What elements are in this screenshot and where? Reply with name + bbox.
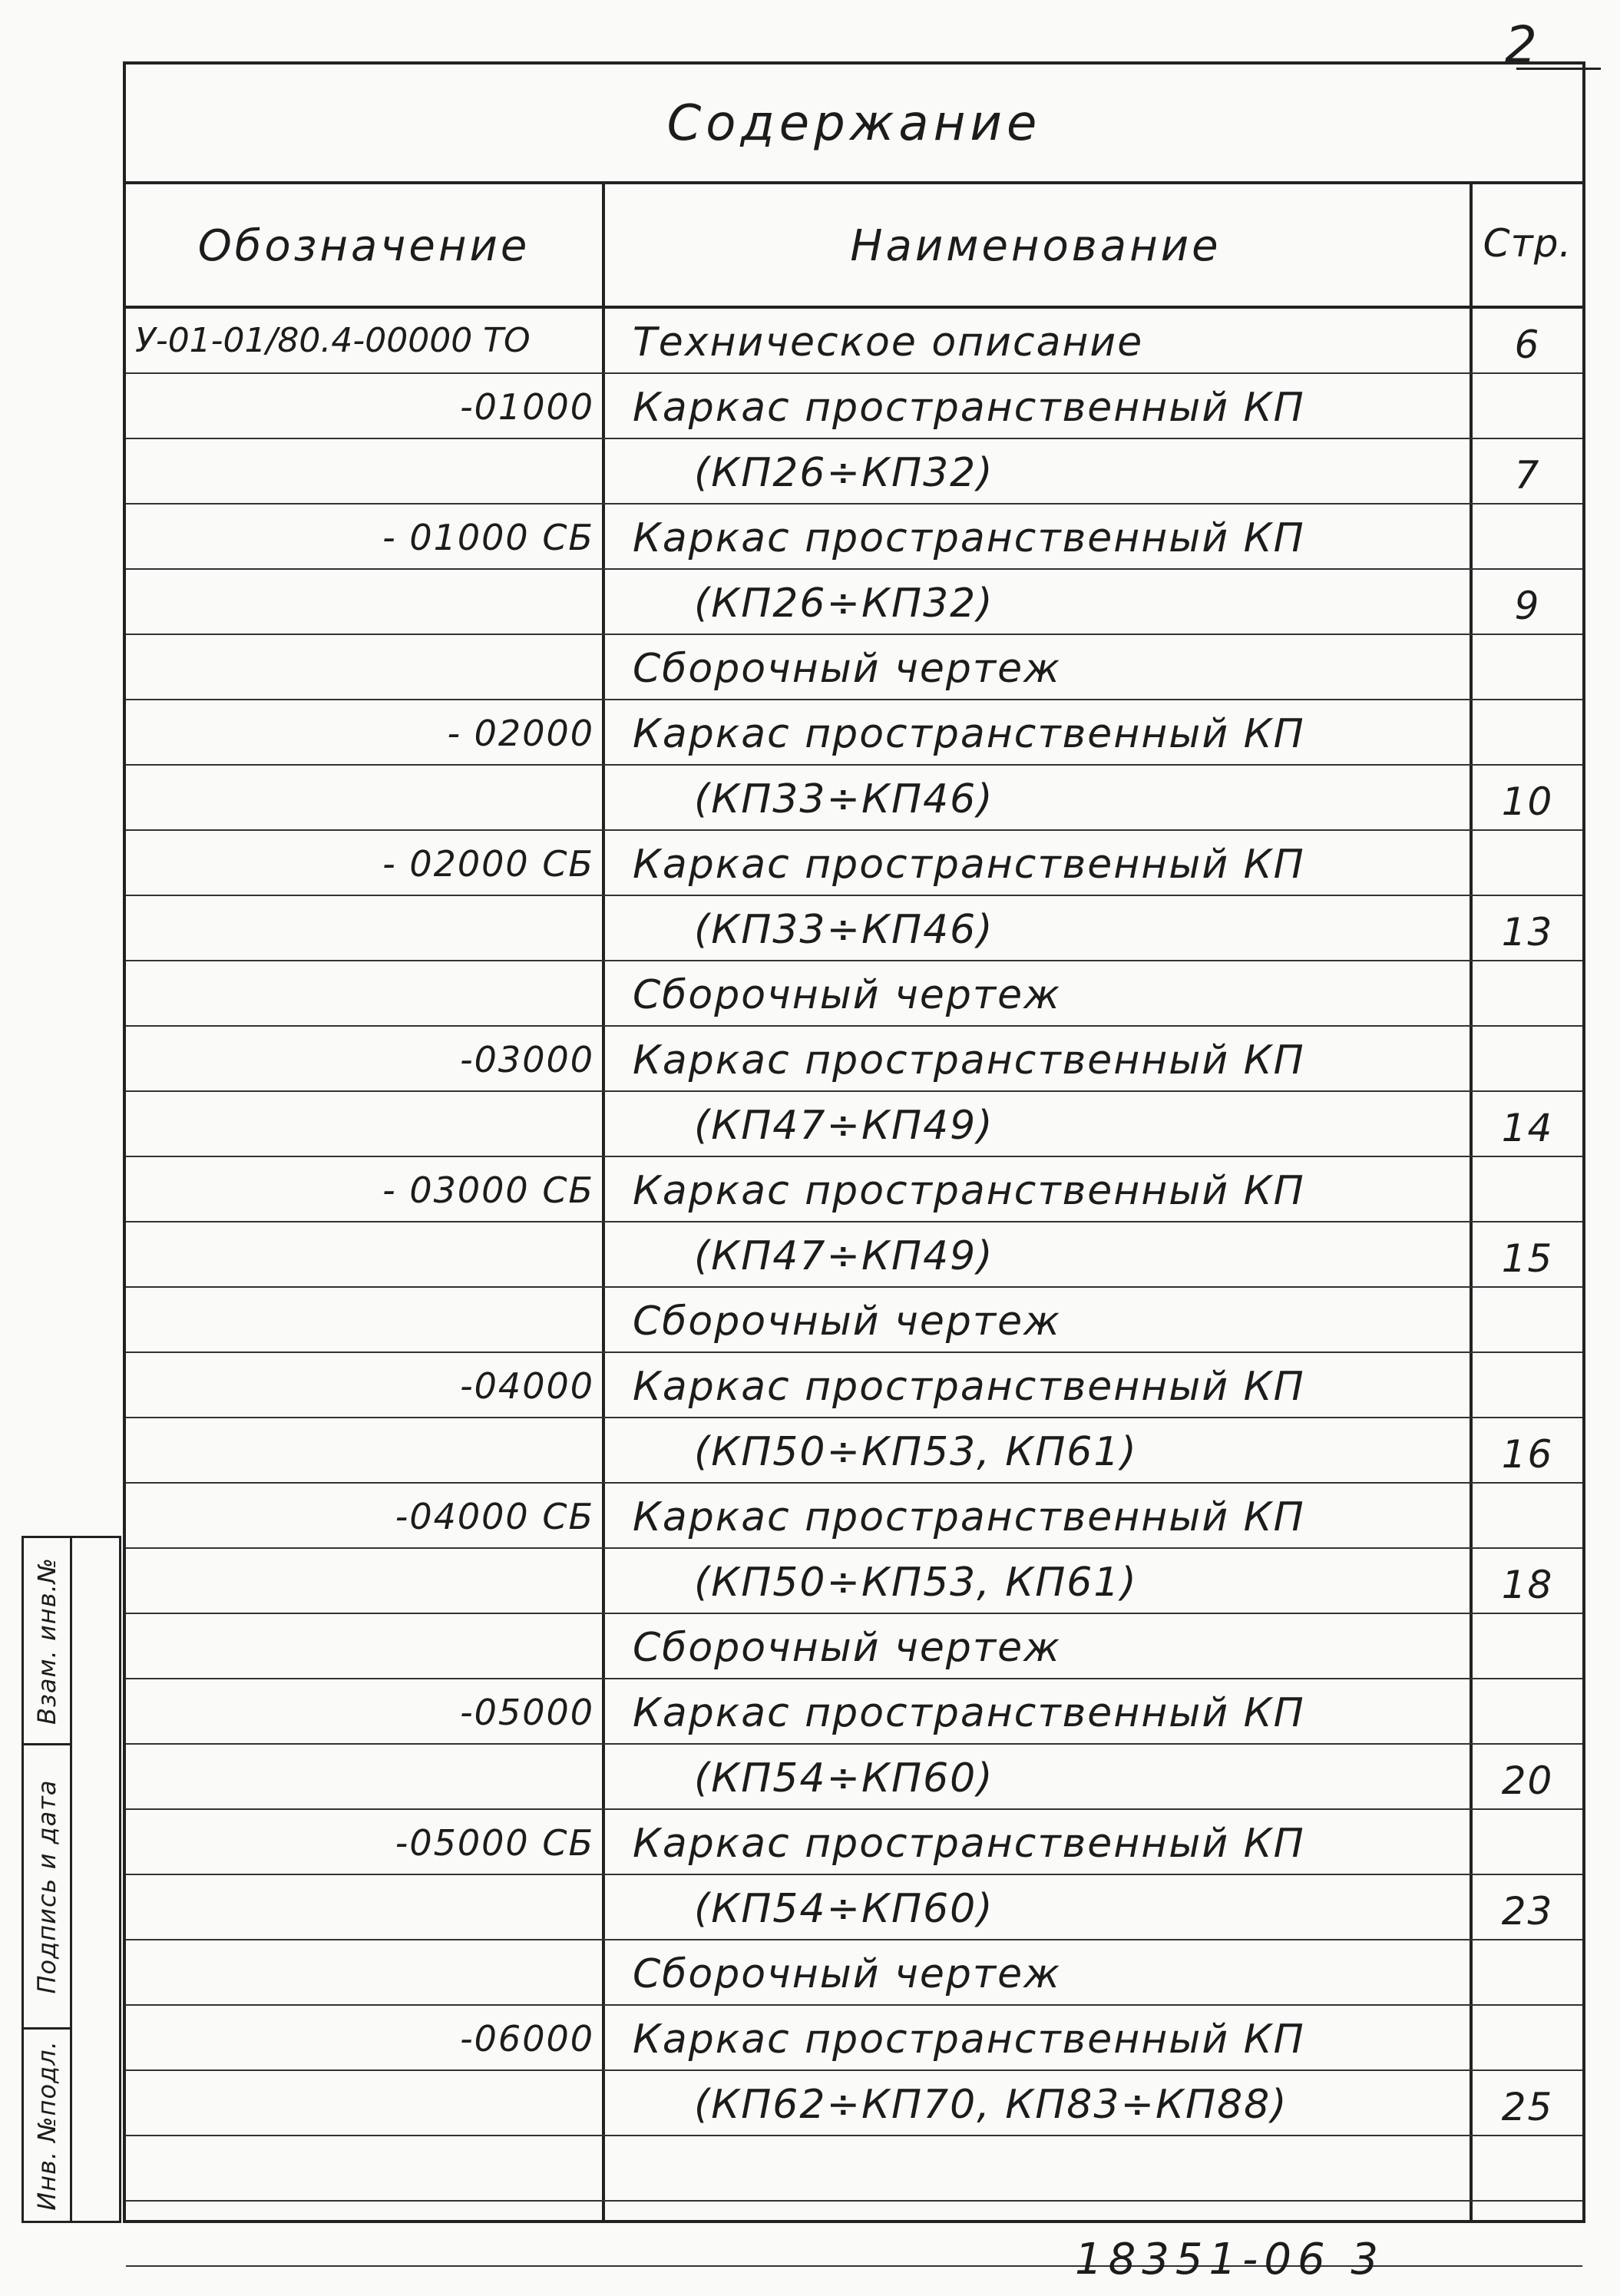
column-header-code-label: Обозначение — [197, 221, 531, 271]
column-header-name — [602, 184, 1470, 306]
row-name: (КП26÷КП32) — [694, 581, 994, 627]
row-code: -01000 — [460, 386, 594, 428]
row-code: -03000 — [460, 1039, 594, 1080]
row-name: Каркас пространственный КП — [633, 1168, 1305, 1214]
table-row — [126, 1614, 1582, 1679]
table-row — [126, 1157, 1582, 1222]
column-header-name-label: Наименование — [850, 221, 1222, 271]
row-code: - 02000 СБ — [382, 843, 594, 885]
row-name: Каркас пространственный КП — [633, 1364, 1305, 1410]
row-name: Каркас пространственный КП — [633, 711, 1305, 757]
table-row — [126, 2071, 1582, 2136]
table-row — [126, 1810, 1582, 1875]
row-code: - 01000 СБ — [382, 517, 594, 558]
row-name: Каркас пространственный КП — [633, 515, 1305, 561]
row-name: Каркас пространственный КП — [633, 1821, 1305, 1867]
row-name: (КП47÷КП49) — [694, 1103, 994, 1149]
row-name: (КП50÷КП53, КП61) — [694, 1429, 1138, 1475]
row-name: Сборочный чертеж — [633, 1299, 1061, 1345]
table-row — [126, 505, 1582, 570]
row-name: Сборочный чертеж — [633, 1625, 1061, 1671]
table-row — [126, 1027, 1582, 1092]
table-row — [126, 1288, 1582, 1353]
row-name: (КП62÷КП70, КП83÷КП88) — [694, 2082, 1288, 2128]
table-row — [126, 1092, 1582, 1157]
row-code: -05000 — [460, 1692, 594, 1733]
row-name: (КП50÷КП53, КП61) — [694, 1560, 1138, 1606]
row-page: 25 — [1501, 2085, 1554, 2129]
page-number: 2 — [1505, 15, 1539, 74]
row-name: Сборочный чертеж — [633, 1951, 1061, 1997]
table-row — [126, 635, 1582, 700]
row-name: (КП47÷КП49) — [694, 1233, 994, 1279]
title-box — [126, 65, 1582, 184]
row-page: 16 — [1501, 1432, 1554, 1477]
stamp-cell-signature-date — [24, 1745, 70, 2030]
row-page: 13 — [1501, 910, 1554, 954]
document-code: 18351-06 3 — [1075, 2235, 1385, 2284]
page-title: Содержание — [666, 95, 1042, 152]
row-page: 18 — [1501, 1563, 1554, 1607]
table-row — [126, 374, 1582, 439]
stamp-label-inv-no-podl: Инв. №подл. — [32, 2040, 61, 2211]
table-row — [126, 1875, 1582, 1940]
row-code: - 03000 СБ — [382, 1170, 594, 1211]
row-name: Каркас пространственный КП — [633, 842, 1305, 888]
row-name: Каркас пространственный КП — [633, 2016, 1305, 2063]
column-header-code — [126, 184, 602, 306]
row-name: (КП33÷КП46) — [694, 776, 994, 822]
table-row — [126, 1745, 1582, 1810]
row-name: (КП54÷КП60) — [694, 1886, 994, 1932]
row-page: 14 — [1501, 1106, 1554, 1150]
table-row — [126, 570, 1582, 635]
stamp-column-divider — [70, 1538, 72, 2221]
table-row — [126, 831, 1582, 896]
table-row — [126, 439, 1582, 505]
table-row — [126, 1222, 1582, 1288]
row-name: Каркас пространственный КП — [633, 1037, 1305, 1083]
row-page: 9 — [1514, 584, 1541, 628]
stamp-cell-inv-no-podl — [24, 2030, 70, 2221]
margin-stamp — [21, 1536, 121, 2223]
row-page: 10 — [1501, 779, 1554, 824]
contents-table — [123, 61, 1585, 2223]
table-row — [126, 700, 1582, 766]
table-row — [126, 1549, 1582, 1614]
stamp-label-signature-date: Подпись и дата — [32, 1778, 61, 1994]
row-page: 6 — [1514, 323, 1541, 367]
row-name: (КП54÷КП60) — [694, 1755, 994, 1801]
row-code: -04000 СБ — [395, 1496, 594, 1537]
table-row — [126, 309, 1582, 374]
table-body — [126, 309, 1582, 2267]
row-code: У-01-01/80.4-00000 ТО — [135, 321, 531, 360]
row-name: Каркас пространственный КП — [633, 1494, 1305, 1540]
row-page: 15 — [1501, 1236, 1554, 1281]
row-page: 23 — [1501, 1889, 1554, 1934]
table-row — [126, 1940, 1582, 2006]
table-row — [126, 1353, 1582, 1418]
table-row — [126, 1484, 1582, 1549]
table-row — [126, 961, 1582, 1027]
row-name: Каркас пространственный КП — [633, 385, 1305, 431]
row-code: -05000 СБ — [395, 1822, 594, 1864]
table-row — [126, 766, 1582, 831]
row-code: - 02000 — [447, 713, 594, 754]
row-name: Сборочный чертеж — [633, 646, 1061, 692]
row-name: Каркас пространственный КП — [633, 1690, 1305, 1736]
row-page: 20 — [1501, 1758, 1554, 1803]
column-header-page-label: Стр. — [1483, 221, 1572, 266]
row-code: -04000 — [460, 1365, 594, 1407]
row-name: (КП26÷КП32) — [694, 450, 994, 496]
column-header-page — [1470, 184, 1585, 306]
table-row — [126, 2006, 1582, 2071]
stamp-cell-vzam-inv — [24, 1538, 70, 1745]
row-page: 7 — [1514, 453, 1541, 498]
table-row — [126, 896, 1582, 961]
table-row — [126, 2136, 1582, 2202]
stamp-label-vzam-inv: Взам. инв.№ — [32, 1557, 61, 1725]
row-code: -06000 — [460, 2018, 594, 2059]
table-row — [126, 1679, 1582, 1745]
row-name: Техническое описание — [633, 319, 1144, 366]
row-name: Сборочный чертеж — [633, 972, 1061, 1018]
table-row — [126, 1418, 1582, 1484]
row-name: (КП33÷КП46) — [694, 907, 994, 953]
